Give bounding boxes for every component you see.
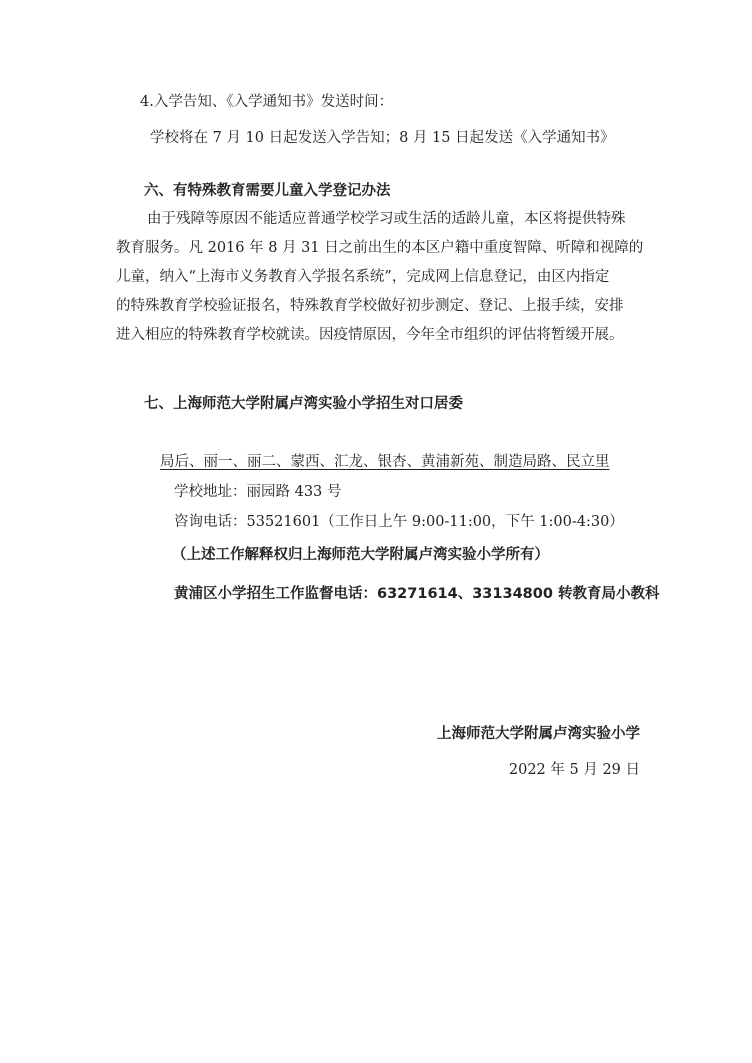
section6-line-2: 教育服务。凡 2016 年 8 月 31 日之前出生的本区户籍中重度智障、听障和视障的 (116, 240, 644, 256)
interpretation-note: （上述工作解释权归上海师范大学附属卢湾实验小学所有） (172, 547, 549, 563)
item4-heading: 4.入学告知、《入学通知书》发送时间： (140, 94, 394, 110)
section6-line-3: 儿童，纳入“上海市义务教育入学报名系统”，完成网上信息登记，由区内指定 (116, 269, 610, 285)
section6-line-5: 进入相应的特殊教育学校就读。因疫情原因，今年全市组织的评估将暂缓开展。 (116, 327, 624, 343)
signature-date: 2022 年 5 月 29 日 (508, 762, 640, 778)
section6-heading: 六、有特殊教育需要儿童入学登记办法 (144, 183, 391, 199)
supervision-phone: 黄浦区小学招生工作监督电话：63271614、33134800 转教育局小教科 (174, 586, 660, 602)
section7-heading: 七、上海师范大学附属卢湾实验小学招生对口居委 (144, 396, 463, 412)
section6-line-1: 由于残障等原因不能适应普通学校学习或生活的适龄儿童，本区将提供特殊 (147, 211, 626, 227)
school-address: 学校地址：丽园路 433 号 (174, 484, 342, 500)
consult-phone: 咨询电话：53521601（工作日上午 9:00-11:00，下午 1:00-4:30） (174, 514, 624, 530)
section6-line-4: 的特殊教育学校验证报名，特殊教育学校做好初步测定、登记、上报手续，安排 (116, 298, 624, 314)
committee-list: 局后、丽一、丽二、蒙西、汇龙、银杏、黄浦新苑、制造局路、民立里 (160, 454, 610, 470)
signature-school: 上海师范大学附属卢湾实验小学 (437, 726, 640, 742)
item4-text: 学校将在 7 月 10 日起发送入学告知；8 月 15 日起发送《入学通知书》 (150, 130, 615, 146)
